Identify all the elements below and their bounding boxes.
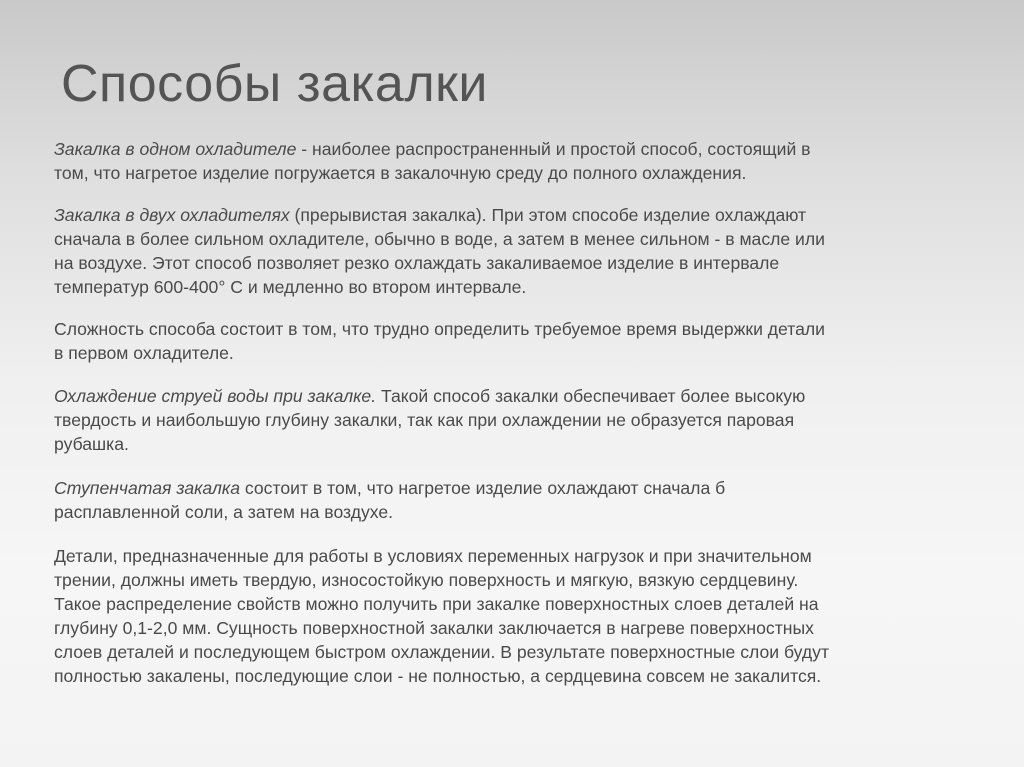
paragraph-single-quench	[54, 137, 984, 185]
text-line: Сложность способа состоит в том, что трудно определить требуемое время выдержки детали	[54, 319, 825, 339]
text-line: сначала в более сильном охладителе, обычно в воде, а затем в менее сильном - в масле или	[54, 229, 825, 249]
text-line: твердость и наибольшую глубину закалки, так как при охлаждении не образуется паровая	[54, 410, 795, 430]
text-line: на воздухе. Этот способ позволяет резко охлаждать закаливаемое изделие в интервале	[54, 253, 780, 273]
paragraph-water-jet	[54, 384, 984, 456]
text-line: в первом охладителе.	[54, 343, 234, 363]
text-line	[54, 137, 984, 161]
paragraph-complexity	[54, 317, 984, 365]
text-line: Детали, предназначенные для работы в условиях переменных нагрузок и при значительном	[54, 546, 812, 566]
text-fragment: - наиболее распространенный и простой способ, состоящий в	[296, 139, 811, 159]
paragraph-double-quench	[54, 203, 984, 299]
text-line	[54, 203, 984, 227]
term-step-quench: Ступенчатая закалка	[54, 478, 241, 498]
text-fragment: Такой способ закалки обеспечивает более высокую	[376, 386, 806, 406]
text-fragment: (прерывистая закалка). При этом способе изделие охлаждают	[289, 205, 807, 225]
term-double-quench: Закалка в двух охладителях	[54, 205, 290, 225]
text-line	[54, 476, 984, 500]
text-line: глубину 0,1-2,0 мм. Сущность поверхностной закалки заключается в нагреве поверхностных	[54, 618, 814, 638]
text-line: Такое распределение свойств можно получить при закалке поверхностных слоев деталей на	[54, 594, 819, 614]
text-line: трении, должны иметь твердую, износостойкую поверхность и мягкую, вязкую сердцевину.	[54, 570, 799, 590]
text-line: рубашка.	[54, 434, 129, 454]
term-water-jet: Охлаждение струей воды при закалке.	[54, 386, 377, 406]
text-line: том, что нагретое изделие погружается в закалочную среду до полного охлаждения.	[54, 163, 747, 183]
text-line: полностью закалены, последующие слои - не полностью, а сердцевина совсем не закалится.	[54, 666, 822, 686]
text-line: расплавленной соли, а затем на воздухе.	[54, 502, 394, 522]
slide-title: Способы закалки	[61, 55, 488, 113]
slide-body	[54, 137, 984, 706]
text-line: температур 600-400° С и медленно во втором интервале.	[54, 277, 527, 297]
paragraph-surface-hardening	[54, 544, 984, 688]
text-line	[54, 384, 984, 408]
term-single-quench: Закалка в одном охладителе	[54, 139, 297, 159]
paragraph-step-quench	[54, 476, 984, 524]
text-fragment: состоит в том, что нагретое изделие охлаждают сначала б	[240, 478, 726, 498]
text-line: слоев деталей и последующем быстром охлаждении. В результате поверхностные слои будут	[54, 642, 830, 662]
